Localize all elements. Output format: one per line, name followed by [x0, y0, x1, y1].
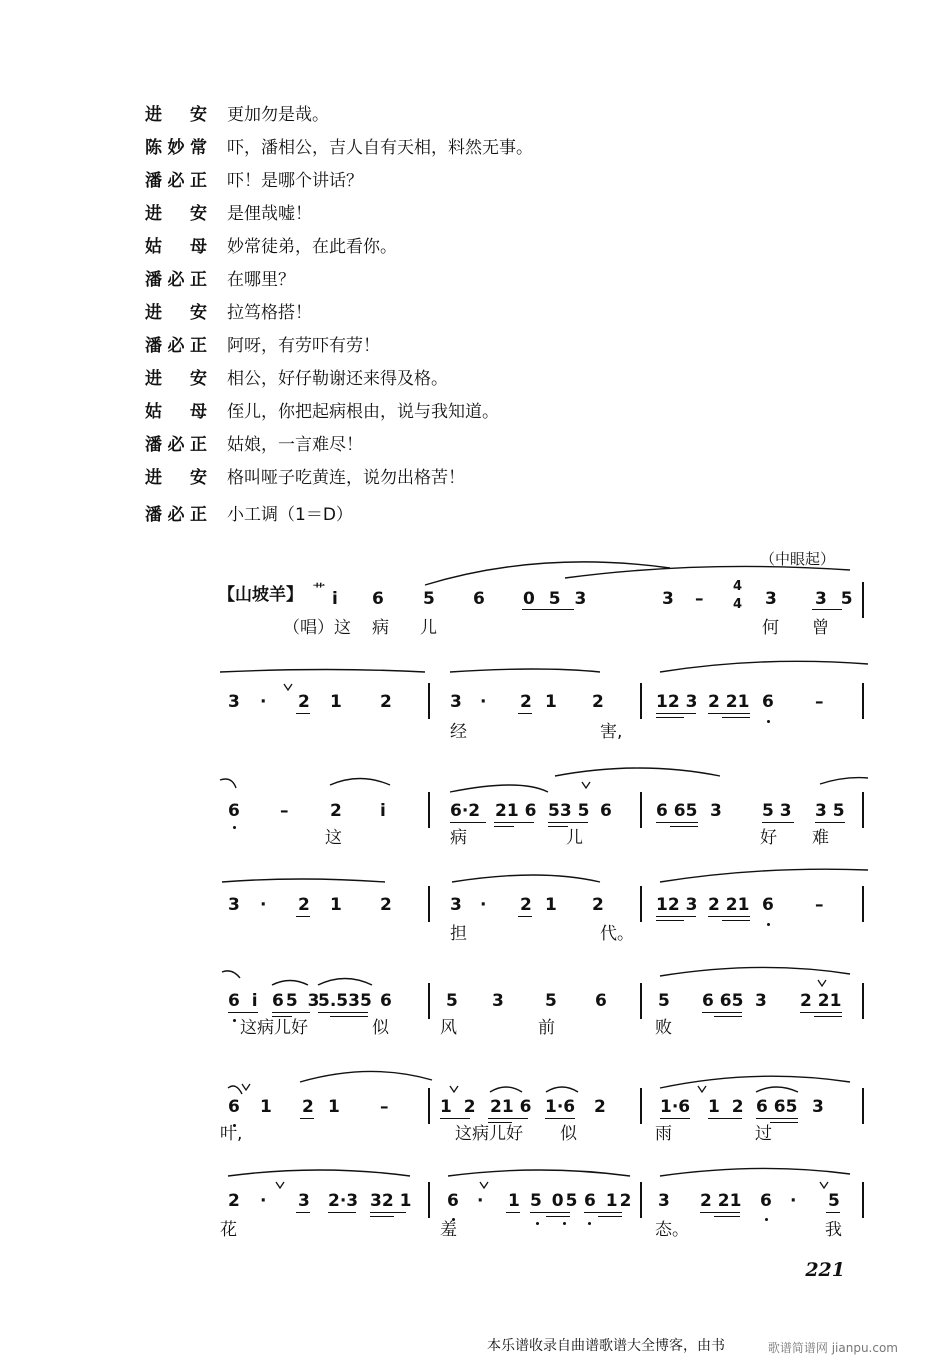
lyric: 病: [372, 618, 389, 638]
note: 2: [592, 895, 604, 915]
breath-mark: [818, 980, 826, 986]
lyric: 儿: [566, 828, 583, 848]
note: 65 3: [272, 991, 322, 1011]
note: 2: [330, 801, 342, 821]
slur: [820, 778, 868, 784]
lyric: 病: [450, 828, 467, 848]
note: 3 5: [815, 801, 845, 821]
lyric: 这: [325, 828, 342, 848]
note: 1: [545, 692, 557, 712]
lyric: 曾: [812, 618, 829, 638]
note: 1: [260, 1097, 272, 1117]
note: 5 05: [530, 1191, 580, 1211]
speaker: 姑 母: [145, 402, 207, 422]
note: 3: [710, 801, 722, 821]
note: 6·2: [450, 801, 481, 821]
dot-dur: ·: [260, 1191, 267, 1211]
speaker: 进 安: [145, 303, 207, 323]
note: 2: [520, 895, 532, 915]
lyric: 害,: [600, 722, 623, 742]
lyric: 何: [762, 618, 779, 638]
note: 32 1: [370, 1191, 412, 1211]
slur: [660, 967, 850, 976]
note: 3: [228, 692, 240, 712]
note: 6 65: [656, 801, 698, 821]
speaker: 潘必正: [145, 435, 207, 455]
slur: [220, 670, 425, 673]
line-text: 是俚哉嘘！: [227, 204, 312, 224]
slur: [222, 971, 240, 978]
note: 6: [447, 1191, 459, 1211]
note: 6: [595, 991, 607, 1011]
line-text: 在哪里？: [227, 270, 295, 290]
note: 3: [492, 991, 504, 1011]
lyric: 羞: [440, 1220, 457, 1240]
note: 53 5: [548, 801, 590, 821]
dash: –: [815, 895, 824, 915]
slur: [450, 669, 600, 672]
slur: [222, 879, 385, 882]
note: 2 21: [700, 1191, 742, 1211]
line-text: 吓！是哪个讲话？: [227, 171, 363, 191]
note: 1 2: [708, 1097, 747, 1117]
tempo-note: （中眼起）: [760, 550, 836, 568]
note: 2 21: [708, 895, 750, 915]
speaker: 陈妙常: [145, 138, 207, 158]
note: 1 2: [440, 1097, 479, 1117]
note: 5.535: [318, 991, 372, 1011]
note: 2: [594, 1097, 606, 1117]
note: 5: [446, 991, 458, 1011]
breath-mark: [450, 1086, 458, 1092]
lyric: 难: [812, 828, 829, 848]
note: 2: [298, 692, 310, 712]
slur: [450, 785, 548, 792]
watermark: 歌谱简谱网 jianpu.com: [767, 1341, 898, 1355]
line-text: 相公，好仔勒谢还来得及格。: [227, 369, 448, 389]
note: 2: [592, 692, 604, 712]
slur: [555, 768, 720, 776]
slur: [660, 869, 868, 882]
footer-credit: 本乐谱收录自曲谱歌谱大全博客，由书: [487, 1338, 725, 1354]
note: 2: [380, 895, 392, 915]
note: 2: [302, 1097, 314, 1117]
speaker: 进 安: [145, 468, 207, 488]
note: 3 5: [815, 589, 857, 609]
note: 3: [450, 692, 462, 712]
slur: [425, 562, 670, 585]
dash: –: [280, 801, 289, 821]
note: 6 12: [584, 1191, 634, 1211]
breath-mark: [480, 1182, 488, 1188]
lyric: 雨: [655, 1124, 672, 1144]
breath-mark: [242, 1084, 250, 1090]
note: 6: [372, 589, 384, 609]
lyric: 败: [655, 1018, 672, 1038]
breath-mark: [820, 1182, 828, 1188]
dash: –: [695, 589, 704, 609]
note: 2 21: [800, 991, 842, 1011]
slur: [228, 1170, 410, 1176]
note: 2: [228, 1191, 240, 1211]
lyric: 风: [440, 1018, 457, 1038]
note: 6: [762, 895, 774, 915]
key-text: 小工调（1＝D）: [227, 505, 353, 525]
line-text: 侄儿，你把起病根由，说与我知道。: [227, 402, 499, 422]
breath-mark: [582, 782, 590, 788]
lyric: 代。: [600, 924, 634, 944]
slur: [490, 1087, 522, 1092]
time-sig-top: 4: [733, 579, 743, 594]
speaker: 姑 母: [145, 237, 207, 257]
note: 3: [812, 1097, 824, 1117]
dot-dur: ·: [480, 895, 487, 915]
speaker: 潘必正: [145, 270, 207, 290]
breath-mark: [698, 1086, 706, 1092]
slur: [546, 1087, 578, 1092]
note: 2 21: [708, 692, 750, 712]
slur: [660, 1076, 850, 1088]
tune-label: 【山坡羊】: [218, 585, 303, 605]
dot-dur: ·: [790, 1191, 797, 1211]
note: 3: [662, 589, 674, 609]
note: 3: [755, 991, 767, 1011]
lyric: 似: [372, 1018, 389, 1038]
note: 1: [328, 1097, 340, 1117]
dot-dur: ·: [260, 692, 267, 712]
speaker: 潘必正: [145, 505, 207, 525]
slur: [756, 1087, 798, 1092]
note: 3: [658, 1191, 670, 1211]
line-text: 姑娘，一言难尽！: [227, 435, 363, 455]
note: 6 65: [702, 991, 744, 1011]
slur: [318, 979, 372, 986]
note: 3: [228, 895, 240, 915]
breath-mark: [284, 684, 292, 690]
note: 3: [765, 589, 777, 609]
slur: [272, 981, 308, 986]
speaker: 潘必正: [145, 336, 207, 356]
time-sig-bottom: 4: [733, 597, 743, 612]
note: 3: [298, 1191, 310, 1211]
lyric: 前: [538, 1018, 555, 1038]
note: 6 i: [228, 991, 261, 1011]
lyric: 花: [220, 1220, 237, 1240]
lyric: 态。: [655, 1220, 689, 1240]
line-text: 拉笃格搭！: [227, 303, 312, 323]
slur: [330, 779, 390, 786]
note: 2: [520, 692, 532, 712]
note: 1: [330, 692, 342, 712]
lyric: 这病儿好: [240, 1018, 308, 1038]
dash: –: [380, 1097, 389, 1117]
breath-mark: [276, 1182, 284, 1188]
slur: [660, 1168, 850, 1176]
lyric: 叶,: [220, 1124, 243, 1144]
lyric: 担: [450, 924, 467, 944]
slur: [660, 661, 868, 672]
line-text: 格叫哑子吃黄连，说勿出格苦！: [227, 468, 465, 488]
note: 5: [545, 991, 557, 1011]
note: 21 6: [490, 1097, 532, 1117]
free-meter-mark: 艹: [313, 582, 326, 596]
slur: [228, 1086, 242, 1094]
slur: [220, 779, 236, 788]
slur: [448, 1170, 630, 1176]
lyric: 这病儿好: [455, 1124, 523, 1144]
speaker: 进 安: [145, 369, 207, 389]
note: 12 3: [656, 895, 698, 915]
note: 2: [380, 692, 392, 712]
note: 5 3: [762, 801, 792, 821]
page-number: 221: [805, 1259, 845, 1281]
note: 5: [828, 1191, 840, 1211]
lyric: （唱）这: [283, 618, 351, 638]
speaker: 进 安: [145, 204, 207, 224]
note: 21 6: [495, 801, 537, 821]
lyric: 过: [755, 1124, 772, 1144]
note: 6: [228, 1097, 240, 1117]
lyric: 好: [760, 828, 777, 848]
note: 0 5 3: [523, 589, 591, 609]
note: i: [380, 801, 386, 821]
note: 6: [228, 801, 240, 821]
note: 1·6: [545, 1097, 576, 1117]
note: 5: [658, 991, 670, 1011]
line-text: 妙常徒弟，在此看你。: [227, 237, 397, 257]
note: 12 3: [656, 692, 698, 712]
note: 6: [762, 692, 774, 712]
note: 1: [330, 895, 342, 915]
lyric: 似: [560, 1124, 577, 1144]
lyric: 儿: [420, 618, 437, 638]
line-text: 吓，潘相公，吉人自有天相，料然无事。: [227, 138, 533, 158]
note: 3: [450, 895, 462, 915]
note: 6: [760, 1191, 772, 1211]
note: 6: [600, 801, 612, 821]
dot-dur: ·: [260, 895, 267, 915]
note: 2·3: [328, 1191, 359, 1211]
line-text: 更加勿是哉。: [227, 105, 329, 125]
slur: [452, 875, 600, 882]
line-text: 阿呀，有劳吓有劳！: [227, 336, 380, 356]
speaker: 潘必正: [145, 171, 207, 191]
note: i: [332, 589, 338, 609]
note: 6: [380, 991, 392, 1011]
note: 6: [473, 589, 485, 609]
lyric: 我: [825, 1220, 842, 1240]
dot-dur: ·: [477, 1191, 484, 1211]
note: 1: [545, 895, 557, 915]
note: 1·6: [660, 1097, 691, 1117]
slur: [300, 1071, 432, 1082]
dot-dur: ·: [480, 692, 487, 712]
note: 5: [423, 589, 435, 609]
dash: –: [815, 692, 824, 712]
speaker: 进 安: [145, 105, 207, 125]
note: 2: [298, 895, 310, 915]
note: 6 65: [756, 1097, 798, 1117]
lyric: 经: [450, 722, 467, 742]
slur: [565, 566, 850, 578]
note: 1: [508, 1191, 520, 1211]
